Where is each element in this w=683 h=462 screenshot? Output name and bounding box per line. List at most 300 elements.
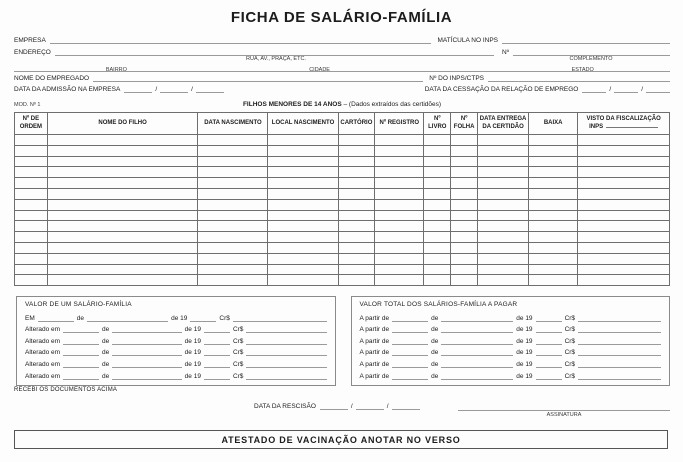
date-slash: /: [191, 85, 193, 93]
table-cell: [338, 188, 375, 199]
table-cell: [47, 221, 198, 232]
de-label: de: [431, 314, 439, 322]
currency-label: Cr$: [564, 372, 576, 380]
table-cell: [578, 264, 670, 275]
table-cell: [451, 232, 478, 243]
nome-empregado-row: [14, 75, 670, 82]
table-cell: [268, 242, 338, 253]
table-cell: [338, 221, 375, 232]
valor-salario-box: [16, 296, 336, 386]
valor-total-label: A partir de: [359, 314, 390, 322]
table-cell: [338, 167, 375, 178]
table-cell: [578, 199, 670, 210]
blank-line: [536, 326, 562, 333]
de-label: de: [431, 337, 439, 345]
table-cell: [338, 199, 375, 210]
de19-label: de 19: [516, 326, 533, 334]
table-cell: [268, 156, 338, 167]
table-cell: [529, 178, 578, 189]
table-cell: [15, 253, 48, 264]
table-cell: [338, 264, 375, 275]
blank-line: [441, 338, 513, 345]
table-cell: [198, 156, 268, 167]
value-boxes: [16, 296, 670, 386]
table-cell: [198, 253, 268, 264]
table-cell: [47, 145, 198, 156]
valor-salario-row: [25, 345, 327, 357]
table-cell: [375, 145, 424, 156]
valor-salario-label: Alterado em: [25, 372, 61, 380]
signature-group: [458, 403, 670, 419]
table-cell: [375, 135, 424, 146]
valor-salario-label: Alterado em: [25, 360, 61, 368]
currency-label: Cr$: [232, 372, 244, 380]
de19-label: de 19: [184, 337, 201, 345]
table-cell: [424, 156, 451, 167]
blank-line: [63, 349, 99, 356]
de-label: de: [431, 360, 439, 368]
table-cell: [478, 188, 529, 199]
table-cell: [338, 242, 375, 253]
blank-line: [578, 315, 661, 322]
table-cell: [424, 178, 451, 189]
table-cell: [478, 156, 529, 167]
de-label: de: [76, 314, 84, 322]
table-cell: [451, 210, 478, 221]
blank-line: [392, 338, 428, 345]
cidade-caption: CIDADE: [309, 66, 330, 73]
currency-label: Cr$: [564, 326, 576, 334]
table-cell: [451, 156, 478, 167]
blank-line: [246, 361, 326, 368]
table-cell: [529, 242, 578, 253]
blank-line: [578, 361, 661, 368]
complemento-caption: COMPLEMENTO: [569, 56, 613, 62]
cessacao-day-line: [582, 86, 606, 93]
table-cell: [529, 275, 578, 286]
valor-total-label: A partir de: [359, 337, 390, 345]
blank-line: [63, 361, 99, 368]
table-cell: [424, 221, 451, 232]
table-cell: [451, 253, 478, 264]
table-cell: [424, 145, 451, 156]
currency-label: Cr$: [564, 314, 576, 322]
de19-label: de 19: [516, 360, 533, 368]
table-row: [15, 232, 670, 243]
table-cell: [198, 145, 268, 156]
table-cell: [15, 210, 48, 221]
table-cell: [15, 242, 48, 253]
table-cell: [268, 253, 338, 264]
column-header-0: Nº DE ORDEM: [15, 113, 48, 135]
table-cell: [578, 275, 670, 286]
signature-blank-line: [458, 403, 670, 411]
table-cell: [578, 232, 670, 243]
de19-label: de 19: [516, 349, 533, 357]
table-cell: [15, 145, 48, 156]
section-title: FILHOS MENORES DE 14 ANOS: [242, 101, 342, 108]
blank-line: [204, 338, 230, 345]
table-cell: [529, 145, 578, 156]
table-cell: [47, 253, 198, 264]
table-cell: [268, 178, 338, 189]
blank-line: [204, 373, 230, 380]
table-cell: [375, 264, 424, 275]
blank-line: [536, 349, 562, 356]
date-slash: /: [609, 85, 612, 93]
bairro-cidade-estado-row: [14, 65, 670, 74]
table-cell: [47, 167, 198, 178]
table-cell: [478, 242, 529, 253]
table-cell: [15, 264, 48, 275]
blank-line: [536, 338, 562, 345]
section-subtitle: – (Dados extraídos das certidões): [343, 101, 442, 108]
de-label: de: [431, 326, 439, 334]
de19-label: de 19: [171, 314, 188, 322]
table-cell: [478, 253, 529, 264]
table-cell: [338, 156, 375, 167]
blank-line: [246, 326, 326, 333]
valor-total-row: [360, 333, 662, 345]
admissao-year-line: [196, 86, 224, 93]
table-cell: [424, 242, 451, 253]
numero-group: [502, 49, 670, 63]
column-header-7: Nº FOLHA: [451, 113, 478, 135]
table-cell: [47, 156, 198, 167]
table-cell: [47, 178, 198, 189]
rescisao-label: DATA DA RESCISÃO: [254, 403, 316, 410]
blank-line: [246, 349, 326, 356]
blank-line: [87, 315, 168, 322]
table-cell: [451, 264, 478, 275]
blank-line: [204, 349, 230, 356]
valor-salario-label: EM: [25, 314, 35, 322]
table-cell: [578, 188, 670, 199]
table-cell: [15, 167, 48, 178]
table-row: [15, 210, 670, 221]
column-header-9: BAIXA: [529, 113, 578, 135]
table-cell: [529, 253, 578, 264]
table-cell: [451, 242, 478, 253]
blank-line: [441, 349, 513, 356]
valor-total-label: A partir de: [359, 372, 390, 380]
blank-line: [38, 315, 74, 322]
table-row: [15, 221, 670, 232]
de19-label: de 19: [516, 337, 533, 345]
valor-salario-row: [25, 322, 327, 334]
table-cell: [424, 232, 451, 243]
table-cell: [15, 221, 48, 232]
table-cell: [478, 232, 529, 243]
table-cell: [529, 167, 578, 178]
rescisao-year-line: [392, 403, 420, 410]
table-cell: [451, 199, 478, 210]
table-cell: [375, 242, 424, 253]
table-cell: [424, 210, 451, 221]
table-row: [15, 188, 670, 199]
de-label: de: [431, 372, 439, 380]
column-header-4: CARTÓRIO: [338, 113, 375, 135]
blank-line: [63, 338, 99, 345]
table-cell: [198, 178, 268, 189]
blank-line: [536, 361, 562, 368]
table-cell: [268, 135, 338, 146]
table-cell: [198, 167, 268, 178]
table-cell: [268, 210, 338, 221]
table-cell: [375, 199, 424, 210]
table-cell: [198, 242, 268, 253]
table-cell: [451, 221, 478, 232]
table-cell: [198, 199, 268, 210]
table-cell: [578, 178, 670, 189]
children-table-body: [15, 135, 670, 286]
admissao-month-line: [160, 86, 188, 93]
table-cell: [15, 199, 48, 210]
valor-total-row: [360, 322, 662, 334]
table-cell: [198, 264, 268, 275]
table-cell: [424, 135, 451, 146]
table-cell: [478, 275, 529, 286]
column-header-3: LOCAL NASCIMENTO: [268, 113, 338, 135]
table-cell: [375, 221, 424, 232]
table-cell: [198, 135, 268, 146]
endereco-group: [14, 49, 494, 63]
blank-line: [392, 326, 428, 333]
currency-label: Cr$: [564, 360, 576, 368]
valor-total-row: [360, 310, 662, 322]
table-cell: [268, 199, 338, 210]
table-cell: [375, 210, 424, 221]
de19-label: de 19: [184, 326, 201, 334]
table-cell: [578, 145, 670, 156]
rua-caption: RUA, AV., PRAÇA, ETC.: [246, 56, 306, 62]
table-row: [15, 178, 670, 189]
valor-total-label: A partir de: [359, 326, 390, 334]
numero-blank-line: [513, 49, 670, 56]
table-cell: [198, 275, 268, 286]
valor-total-title: VALOR TOTAL DOS SALÁRIOS-FAMÍLIA A PAGAR: [359, 301, 518, 308]
date-slash: /: [386, 403, 389, 410]
table-cell: [451, 178, 478, 189]
assinatura-caption: ASSINATURA: [546, 412, 582, 418]
date-slash: /: [155, 85, 158, 93]
table-cell: [47, 188, 198, 199]
de19-label: de 19: [516, 314, 533, 322]
endereco-label: ENDEREÇO: [14, 49, 51, 56]
table-cell: [375, 275, 424, 286]
table-cell: [375, 167, 424, 178]
admissao-label: DATA DA ADMISSÃO NA EMPRESA: [14, 85, 121, 93]
table-cell: [47, 275, 198, 286]
table-cell: [338, 210, 375, 221]
table-cell: [338, 232, 375, 243]
blank-line: [246, 338, 326, 345]
table-cell: [578, 210, 670, 221]
table-cell: [451, 167, 478, 178]
rescisao-group: [254, 403, 420, 410]
table-cell: [578, 242, 670, 253]
table-cell: [478, 264, 529, 275]
currency-label: Cr$: [232, 349, 244, 357]
table-cell: [424, 264, 451, 275]
table-cell: [478, 178, 529, 189]
table-cell: [451, 275, 478, 286]
de19-label: de 19: [516, 372, 533, 380]
estado-caption: ESTADO: [571, 66, 594, 73]
blank-line: [392, 373, 428, 380]
table-cell: [198, 188, 268, 199]
rescisao-day-line: [320, 403, 348, 410]
table-cell: [198, 210, 268, 221]
matricula-label: MATÍCULA NO INPS: [437, 37, 498, 44]
valor-salario-label: Alterado em: [25, 326, 61, 334]
table-cell: [375, 156, 424, 167]
table-row: [15, 167, 670, 178]
table-cell: [529, 210, 578, 221]
valor-salario-row: [25, 333, 327, 345]
table-cell: [338, 275, 375, 286]
table-cell: [338, 145, 375, 156]
table-cell: [424, 199, 451, 210]
de19-label: de 19: [184, 349, 201, 357]
table-cell: [268, 145, 338, 156]
table-cell: [529, 221, 578, 232]
blank-line: [441, 373, 513, 380]
table-cell: [338, 253, 375, 264]
blank-line: [204, 361, 230, 368]
table-cell: [529, 232, 578, 243]
table-cell: [578, 221, 670, 232]
column-header-6: Nº LIVRO: [424, 113, 451, 135]
bairro-caption: BAIRRO: [105, 66, 127, 73]
currency-label: Cr$: [564, 337, 576, 345]
valor-salario-title: VALOR DE UM SALÁRIO-FAMÍLIA: [25, 301, 132, 308]
de-label: de: [102, 337, 110, 345]
blank-line: [392, 315, 428, 322]
table-cell: [15, 232, 48, 243]
table-cell: [424, 253, 451, 264]
table-row: [15, 145, 670, 156]
table-cell: [375, 178, 424, 189]
blank-line: [392, 361, 428, 368]
inps-ctps-blank-line: [488, 75, 670, 82]
blank-line: [536, 373, 562, 380]
valor-salario-row: [25, 356, 327, 368]
table-cell: [268, 264, 338, 275]
table-row: [15, 253, 670, 264]
table-cell: [529, 264, 578, 275]
cessacao-month-line: [614, 86, 638, 93]
blank-line: [578, 326, 661, 333]
table-cell: [198, 221, 268, 232]
valor-salario-row: [25, 368, 327, 380]
de-label: de: [102, 360, 110, 368]
empresa-blank-line: [50, 37, 432, 44]
table-cell: [529, 188, 578, 199]
table-cell: [15, 135, 48, 146]
inps-blank-line: [606, 123, 658, 128]
currency-label: Cr$: [219, 314, 230, 322]
column-header-2: DATA NASCIMENTO: [198, 113, 268, 135]
blank-line: [112, 326, 181, 333]
blank-line: [441, 326, 513, 333]
table-cell: [478, 199, 529, 210]
table-cell: [268, 232, 338, 243]
table-row: [15, 156, 670, 167]
table-cell: [478, 135, 529, 146]
recebi-documentos-label: RECEBI OS DOCUMENTOS ACIMA: [14, 387, 118, 393]
blank-line: [392, 349, 428, 356]
mod-number-label: MOD. Nº 1: [14, 102, 41, 108]
nome-empregado-label: NOME DO EMPREGADO: [14, 74, 90, 82]
page-title: FICHA DE SALÁRIO-FAMÍLIA: [230, 9, 453, 26]
datas-row: [14, 86, 670, 93]
blank-line: [204, 326, 230, 333]
date-slash: /: [350, 403, 353, 410]
table-cell: [578, 135, 670, 146]
nome-empregado-blank-line: [93, 75, 423, 82]
currency-label: Cr$: [232, 360, 244, 368]
table-cell: [478, 145, 529, 156]
valor-total-label: A partir de: [359, 360, 390, 368]
table-caption-row: [14, 101, 670, 108]
blank-line: [63, 373, 99, 380]
header-fields: [14, 37, 670, 93]
table-cell: [15, 188, 48, 199]
table-cell: [268, 167, 338, 178]
de19-label: de 19: [184, 372, 201, 380]
blank-line: [112, 349, 181, 356]
cessacao-label: DATA DA CESSAÇÃO DA RELAÇÃO DE EMPREGO: [424, 85, 579, 93]
table-cell: [578, 167, 670, 178]
column-header-5: Nº REGISTRO: [375, 113, 424, 135]
table-cell: [338, 135, 375, 146]
table-cell: [424, 188, 451, 199]
column-header-8: DATA ENTREGA DA CERTIDÃO: [478, 113, 529, 135]
table-row: [15, 275, 670, 286]
table-row: [15, 135, 670, 146]
valor-salario-label: Alterado em: [25, 337, 61, 345]
table-row: [15, 264, 670, 275]
table-cell: [529, 199, 578, 210]
table-cell: [15, 178, 48, 189]
table-cell: [424, 275, 451, 286]
atestado-vacinacao-banner: ATESTADO DE VACINAÇÃO ANOTAR NO VERSO: [14, 430, 668, 449]
valor-total-label: A partir de: [359, 349, 390, 357]
valor-total-row: [360, 368, 662, 380]
table-cell: [451, 188, 478, 199]
blank-line: [63, 326, 99, 333]
valor-salario-label: Alterado em: [25, 349, 61, 357]
admissao-day-line: [124, 86, 152, 93]
de-label: de: [102, 349, 110, 357]
table-cell: [15, 275, 48, 286]
de19-label: de 19: [184, 360, 201, 368]
children-table-header: [15, 113, 670, 135]
table-cell: [478, 210, 529, 221]
blank-line: [441, 315, 513, 322]
blank-line: [536, 315, 562, 322]
blank-line: [112, 361, 181, 368]
table-row: [15, 199, 670, 210]
table-cell: [268, 188, 338, 199]
date-slash: /: [641, 85, 643, 93]
cessacao-year-line: [646, 86, 670, 93]
table-cell: [47, 264, 198, 275]
currency-label: Cr$: [232, 337, 244, 345]
table-cell: [529, 135, 578, 146]
valor-total-row: [360, 345, 662, 357]
